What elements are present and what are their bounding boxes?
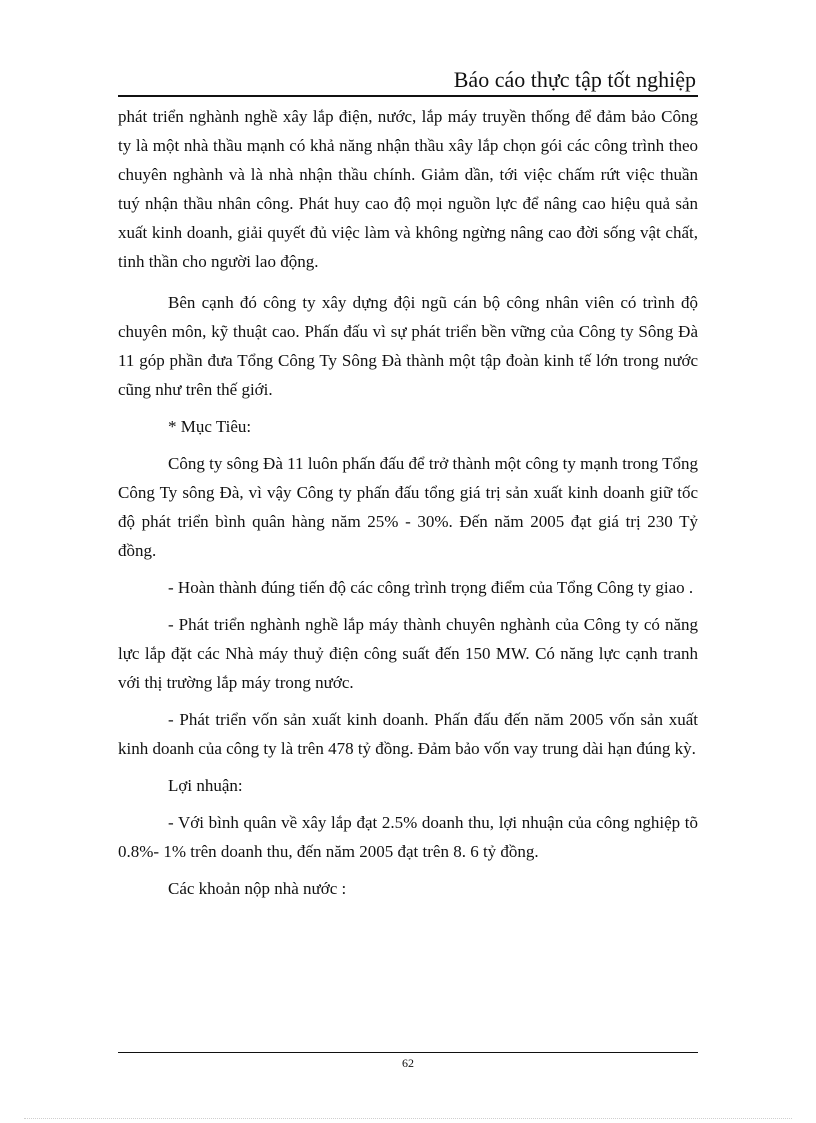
bullet-key-projects: - Hoàn thành đúng tiến độ các công trình trọng điểm của Tổng Công ty giao .: [168, 578, 694, 597]
paragraph-continuation: phát triển nghành nghề xây lắp điện, nước, lắp máy truyền thống để đảm bảo Công ty là một nhà thầu mạnh có khả năng nhận thầu xây lắp chọn gói các công trình theo chuyên nghành và là nhà nhận thầu chính. Giảm dần, tới việc chấm rứt việc thuần tuý nhận thầu nhân công. Phát huy cao độ mọi nguồn lực để nâng cao hiệu quả sản xuất kinh doanh, giải quyết đủ việc làm và không ngừng nâng cao đời sống vật chất, tinh thần cho người lao động.: [118, 107, 698, 271]
body-text: [118, 102, 698, 903]
heading-profit: Lợi nhuận:: [168, 776, 243, 795]
footer-rule: [118, 1052, 698, 1053]
bullet-installation: - Phát triển nghành nghề lắp máy thành chuyên nghành của Công ty có năng lực lắp đặt các Nhà máy thuỷ điện công suất đến 150 MW. Có năng lực cạnh tranh với thị trường lắp máy trong nước.: [118, 615, 698, 692]
header-title: Báo cáo thực tập tốt nghiệp: [453, 67, 696, 92]
page-number: 62: [402, 1056, 414, 1070]
page-bottom-border: [24, 1118, 792, 1119]
heading-objectives: * Mục Tiêu:: [168, 417, 252, 436]
paragraph-objectives: Công ty sông Đà 11 luôn phấn đấu để trở thành một công ty mạnh trong Tổng Công Ty sông Đà, vì vậy Công ty phấn đấu tổng giá trị sản xuất kinh doanh giữ tốc độ phát triển bình quân hàng năm 25% - 30%. Đến năm 2005 đạt giá trị 230 Tỷ đồng.: [118, 454, 698, 560]
bullet-profit: - Với bình quân về xây lắp đạt 2.5% doanh thu, lợi nhuận của công nghiệp tõ 0.8%- 1% trên doanh thu, đến năm 2005 đạt trên 8. 6 tỷ đồng.: [118, 813, 698, 861]
paragraph-staff-development: Bên cạnh đó công ty xây dựng đội ngũ cán bộ công nhân viên có trình độ chuyên môn, kỹ thuật cao. Phấn đấu vì sự phát triển bền vững của Công ty Sông Đà 11 góp phần đưa Tổng Công Ty Sông Đà thành một tập đoàn kinh tế lớn trong nước cũng như trên thế giới.: [118, 293, 698, 399]
bullet-capital: - Phát triển vốn sản xuất kinh doanh. Phấn đấu đến năm 2005 vốn sản xuất kinh doanh của công ty là trên 478 tỷ đồng. Đảm bảo vốn vay trung dài hạn đúng kỳ.: [118, 710, 698, 758]
header-rule: [118, 95, 698, 97]
heading-state-payments: Các khoản nộp nhà nước :: [168, 879, 347, 898]
